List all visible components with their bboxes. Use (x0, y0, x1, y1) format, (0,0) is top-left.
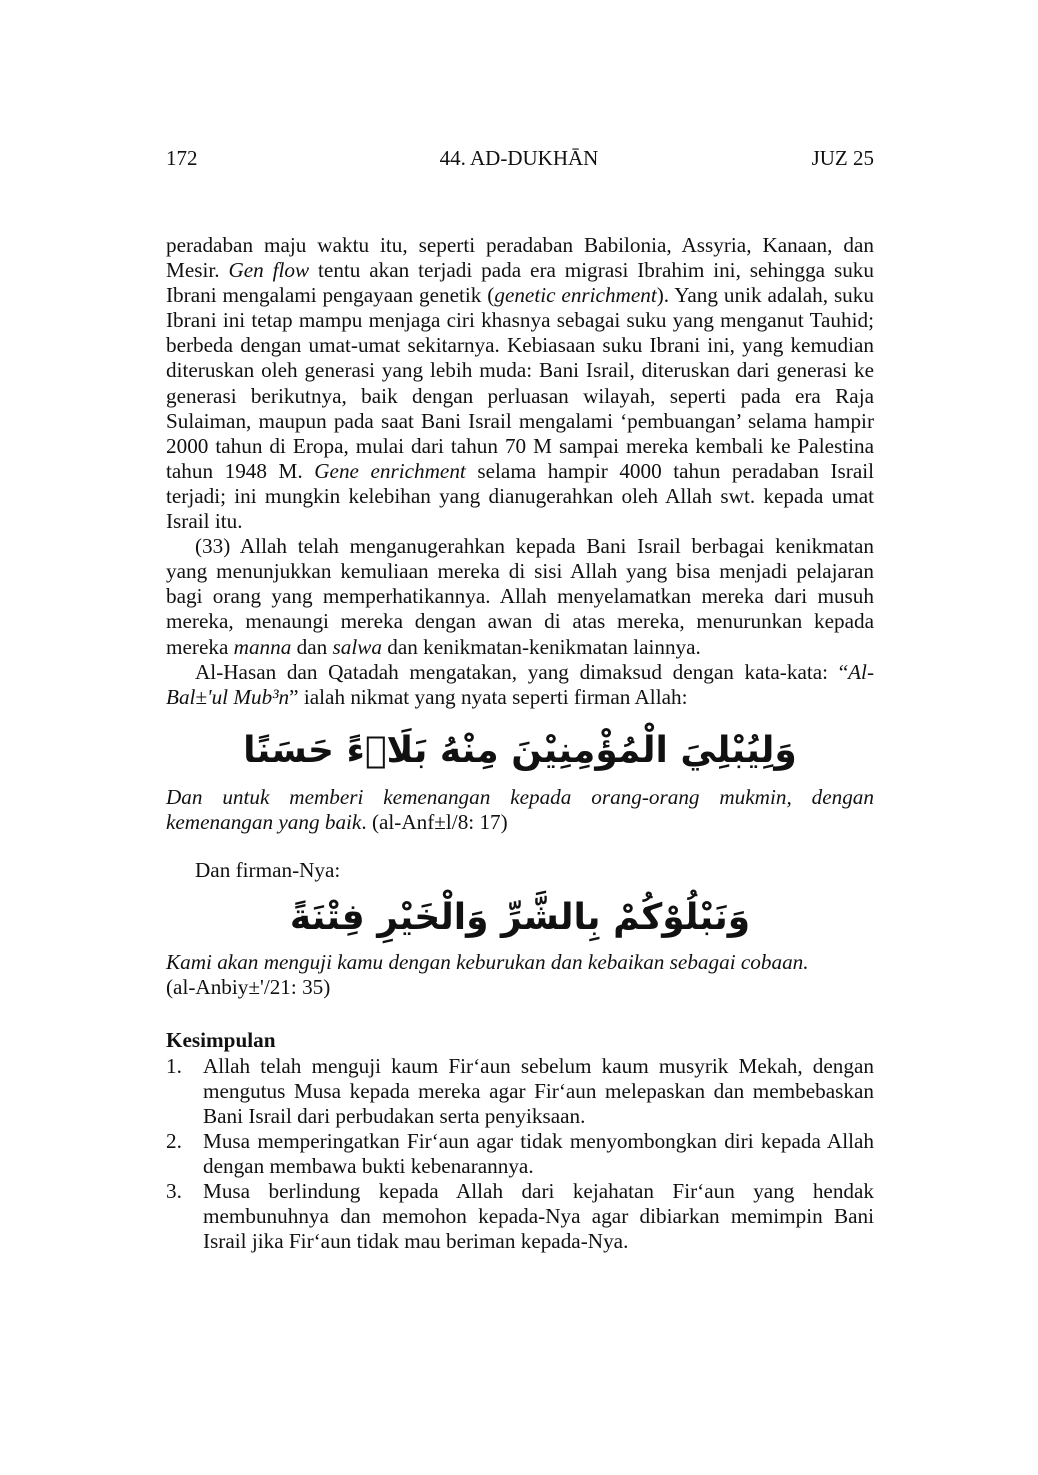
paragraph-commentary (166, 660, 874, 710)
italic-term: Gene enrichment (314, 458, 466, 483)
list-item-text: Allah telah menguji kaum Fir‘aun sebelum kaum musyrik Mekah, dengan mengutus Musa kepada mereka agar Fir‘aun melepaskan dan membebaskan Bani Israil dari perbudakan serta penyiksaan. (203, 1053, 874, 1128)
list-number: 3. (166, 1179, 182, 1203)
text-run: Al-Hasan dan Qatadah mengatakan, yang dimaksud dengan kata-kata: “ (195, 659, 849, 684)
text-run: ). Yang unik adalah, suku Ibrani ini tetap mampu menjaga ciri khasnya sebagai suku yang menganut Tauhid; berbeda dengan umat-umat sekitarnya. Kebiasaan suku Ibrani ini, yang kemudian diteruskan oleh generasi yang lebih muda: Bani Israil, diteruskan dari generasi ke generasi berikutnya, baik dengan perluasan wilayah, seperti pada era Raja Sulaiman, maupun pada saat Bani Israil mengalami ‘pembuangan’ selama hampir 2000 tahun di Eropa, mulai dari tahun 70 M sampai mereka kembali ke Palestina tahun 1948 M. (166, 283, 874, 483)
text-run: tentu akan terjadi pada era migrasi Ibrahim ini, sehingga suku Ibrani mengalami pengayaan genetik ( (166, 258, 874, 308)
text-run: dan (291, 634, 333, 659)
verse-reference: (al-Anbiy±'/21: 35) (166, 975, 331, 1000)
list-item (166, 1179, 874, 1254)
arabic-verse-2: وَنَبْلُوْكُمْ بِالشَّرِّ وَالْخَيْرِ فِتْنَةً (289, 896, 751, 938)
paragraph-verse-33 (166, 534, 874, 659)
italic-term: Gen flow (228, 258, 310, 283)
text-run: ” ialah nikmat yang nyata seperti firman Allah: (289, 684, 688, 709)
verse-2-translation (166, 950, 874, 1000)
text-run: (33) Allah telah menganugerahkan kepada Bani Israil berbagai kenikmatan yang menunjukkan kemuliaan mereka di sisi Allah yang bisa menjadi pelajaran bagi orang yang memperhatikannya. Allah menyelamatkan mereka dari musuh mereka, menaungi mereka dengan awan di atas mereka, menurunkan kepada mereka (166, 534, 874, 659)
conclusion-list (166, 1054, 874, 1255)
list-item (166, 1054, 874, 1129)
text-run: peradaban maju waktu itu, seperti peradaban Babilonia, Assyria, Kanaan, dan Mesir. (166, 233, 874, 283)
list-number: 1. (166, 1053, 182, 1078)
translation-text: Dan untuk memberi kemenangan kepada orang-orang mukmin, dengan kemenangan yang baik (166, 785, 874, 835)
verse-1-translation (166, 785, 874, 835)
text-run: dan kenikmatan-kenikmatan lainnya. (381, 634, 701, 659)
italic-term: Al-Bal±'ul Mub³n (166, 659, 874, 709)
running-title: 44. AD-DUKHĀN (439, 146, 599, 170)
italic-term: manna (233, 634, 292, 659)
juz-label: JUZ 25 (811, 146, 874, 170)
italic-term: salwa (332, 634, 382, 659)
arabic-verse-1: وَلِيُبْلِيَ الْمُؤْمِنِيْنَ مِنْهُ بَلَاۤءً حَسَنًا (243, 729, 797, 771)
intro-verse-2: Dan firman-Nya: (195, 857, 341, 882)
section-heading: Kesimpulan (166, 1028, 276, 1053)
text-run: selama hampir 4000 tahun peradaban Israil terjadi; ini mungkin kelebihan yang dianugerahkan oleh Allah swt. kepada umat Israil itu. (166, 458, 875, 534)
body-text (166, 233, 874, 1254)
italic-term: genetic enrichment (494, 283, 657, 308)
list-item (166, 1129, 874, 1179)
list-item-text: Musa berlindung kepada Allah dari kejahatan Fir‘aun yang hendak membunuhnya dan memohon kepada-Nya agar dibiarkan memimpin Bani Israil jika Fir‘aun tidak mau beriman kepada-Nya. (203, 1179, 874, 1254)
translation-text: Kami akan menguji kamu dengan keburukan dan kebaikan sebagai cobaan. (166, 950, 809, 975)
list-item-text: Musa memperingatkan Fir‘aun agar tidak menyombongkan diri kepada Allah dengan membawa bukti kebenarannya. (203, 1128, 874, 1178)
page-number: 172 (166, 146, 198, 170)
list-number: 2. (166, 1128, 182, 1153)
paragraph-history (166, 233, 874, 534)
verse-reference: . (al-Anf±l/8: 17) (361, 810, 508, 835)
